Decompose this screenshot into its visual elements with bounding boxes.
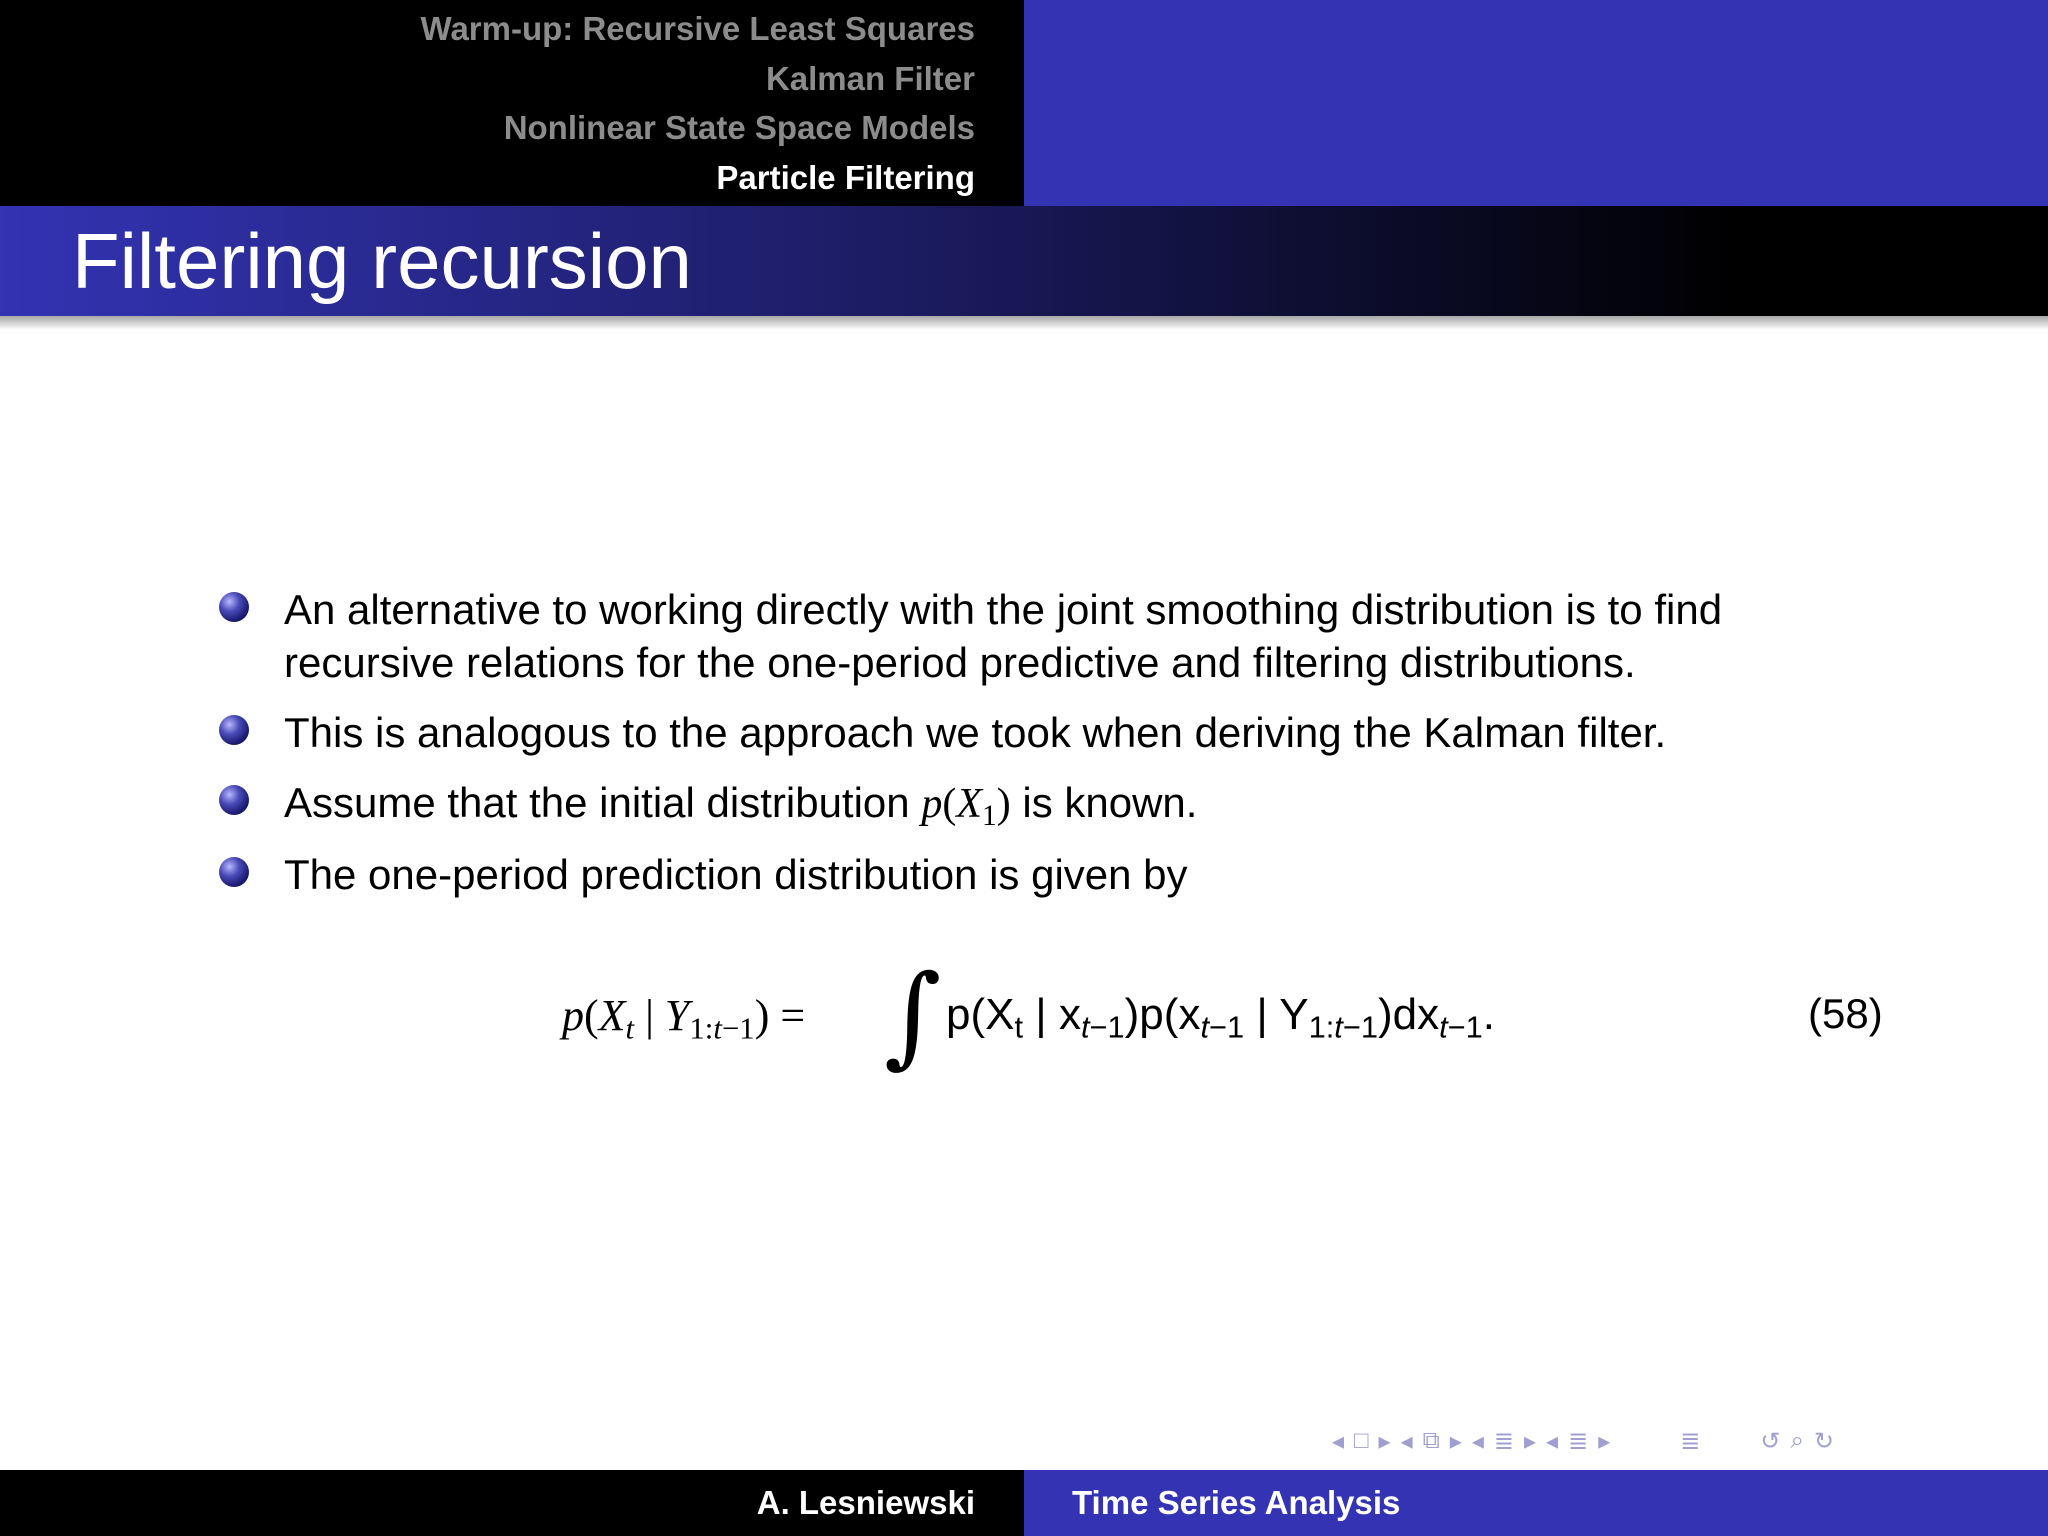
list-item: Assume that the initial distribution $p(X_1)$ is known. [217,776,1917,831]
footer-title-panel [1024,1470,2048,1536]
nav-appendix-icon[interactable]: ≣ [1680,1427,1701,1455]
equation-rhs: $p(X_t$ | $x_{t-1})p(x_{t-1}$ | $Y_{1:t-1})dx_{t-1}$. [946,990,1496,1045]
bullet-text: Assume that the initial distribution [284,779,922,826]
nav-item-nonlinear-models[interactable]: Nonlinear State Space Models [503,109,975,146]
list-item [217,848,1917,901]
nav-prev-arrow-icon[interactable]: ◂ [1546,1427,1559,1455]
bullet-text: The one-period prediction distribution is given by [284,851,1188,898]
bullet-text: This is analogous to the approach we took when deriving the Kalman filter. [284,709,1667,756]
equation-lhs: $p(X_t$ | $Y_{1:t-1}$) = [562,991,806,1046]
bullet-ball-icon [219,715,249,745]
frame-title: Filtering recursion [72,217,692,305]
nav-forward-icon[interactable]: ↻ [1813,1427,1835,1455]
nav-subsection-icon[interactable]: ⧉ [1422,1427,1440,1454]
nav-frame-icon[interactable]: □ [1354,1427,1369,1454]
nav-item-warm-up[interactable]: Warm-up: Recursive Least Squares [420,10,975,47]
nav-prev-arrow-icon[interactable]: ◂ [1400,1427,1413,1455]
integral-sign: ∫ [884,951,942,1079]
bullet-text-line: An alternative to working directly with the joint smoothing distribution is to find [284,586,1723,633]
title-shadow [0,316,2048,330]
nav-next-arrow-icon[interactable]: ▸ [1378,1427,1391,1455]
header-nav-panel [0,0,1024,206]
footer-author: A. Lesniewski [756,1484,975,1521]
nav-prev-arrow-icon[interactable]: ◂ [1471,1427,1484,1455]
beamer-navigation-symbols [1332,1424,1844,1458]
nav-next-arrow-icon[interactable]: ▸ [1598,1427,1611,1455]
nav-prev-arrow-icon[interactable]: ◂ [1332,1427,1345,1455]
equation-number: (58) [1808,990,1883,1037]
header-subsection-panel [1024,0,2048,206]
nav-back-icon[interactable]: ↺ [1760,1427,1781,1455]
bullet-text: is known. [1010,779,1198,826]
nav-next-arrow-icon[interactable]: ▸ [1449,1427,1462,1455]
list-item [217,706,1917,759]
nav-section-icon[interactable]: ≣ [1493,1427,1514,1455]
bullet-text-line: recursive relations for the one-period predictive and filtering distributions. [284,639,1636,686]
bullet-list [217,583,1917,918]
bullet-ball-icon [219,592,249,622]
footer-title: Time Series Analysis [1072,1484,1401,1521]
nav-item-kalman-filter[interactable]: Kalman Filter [765,59,975,97]
list-item [217,583,1917,689]
bullet-ball-icon [219,857,249,887]
nav-item-particle-filtering[interactable]: Particle Filtering [716,158,975,196]
nav-search-icon[interactable]: ⌕ [1790,1427,1804,1454]
section-nav [421,4,975,202]
bullet-ball-icon [219,785,249,815]
display-equation [0,940,2048,1080]
inline-math: p [921,781,943,827]
nav-next-arrow-icon[interactable]: ▸ [1523,1427,1537,1455]
nav-document-icon[interactable]: ≣ [1568,1427,1589,1455]
footer-author-panel [0,1470,1024,1536]
